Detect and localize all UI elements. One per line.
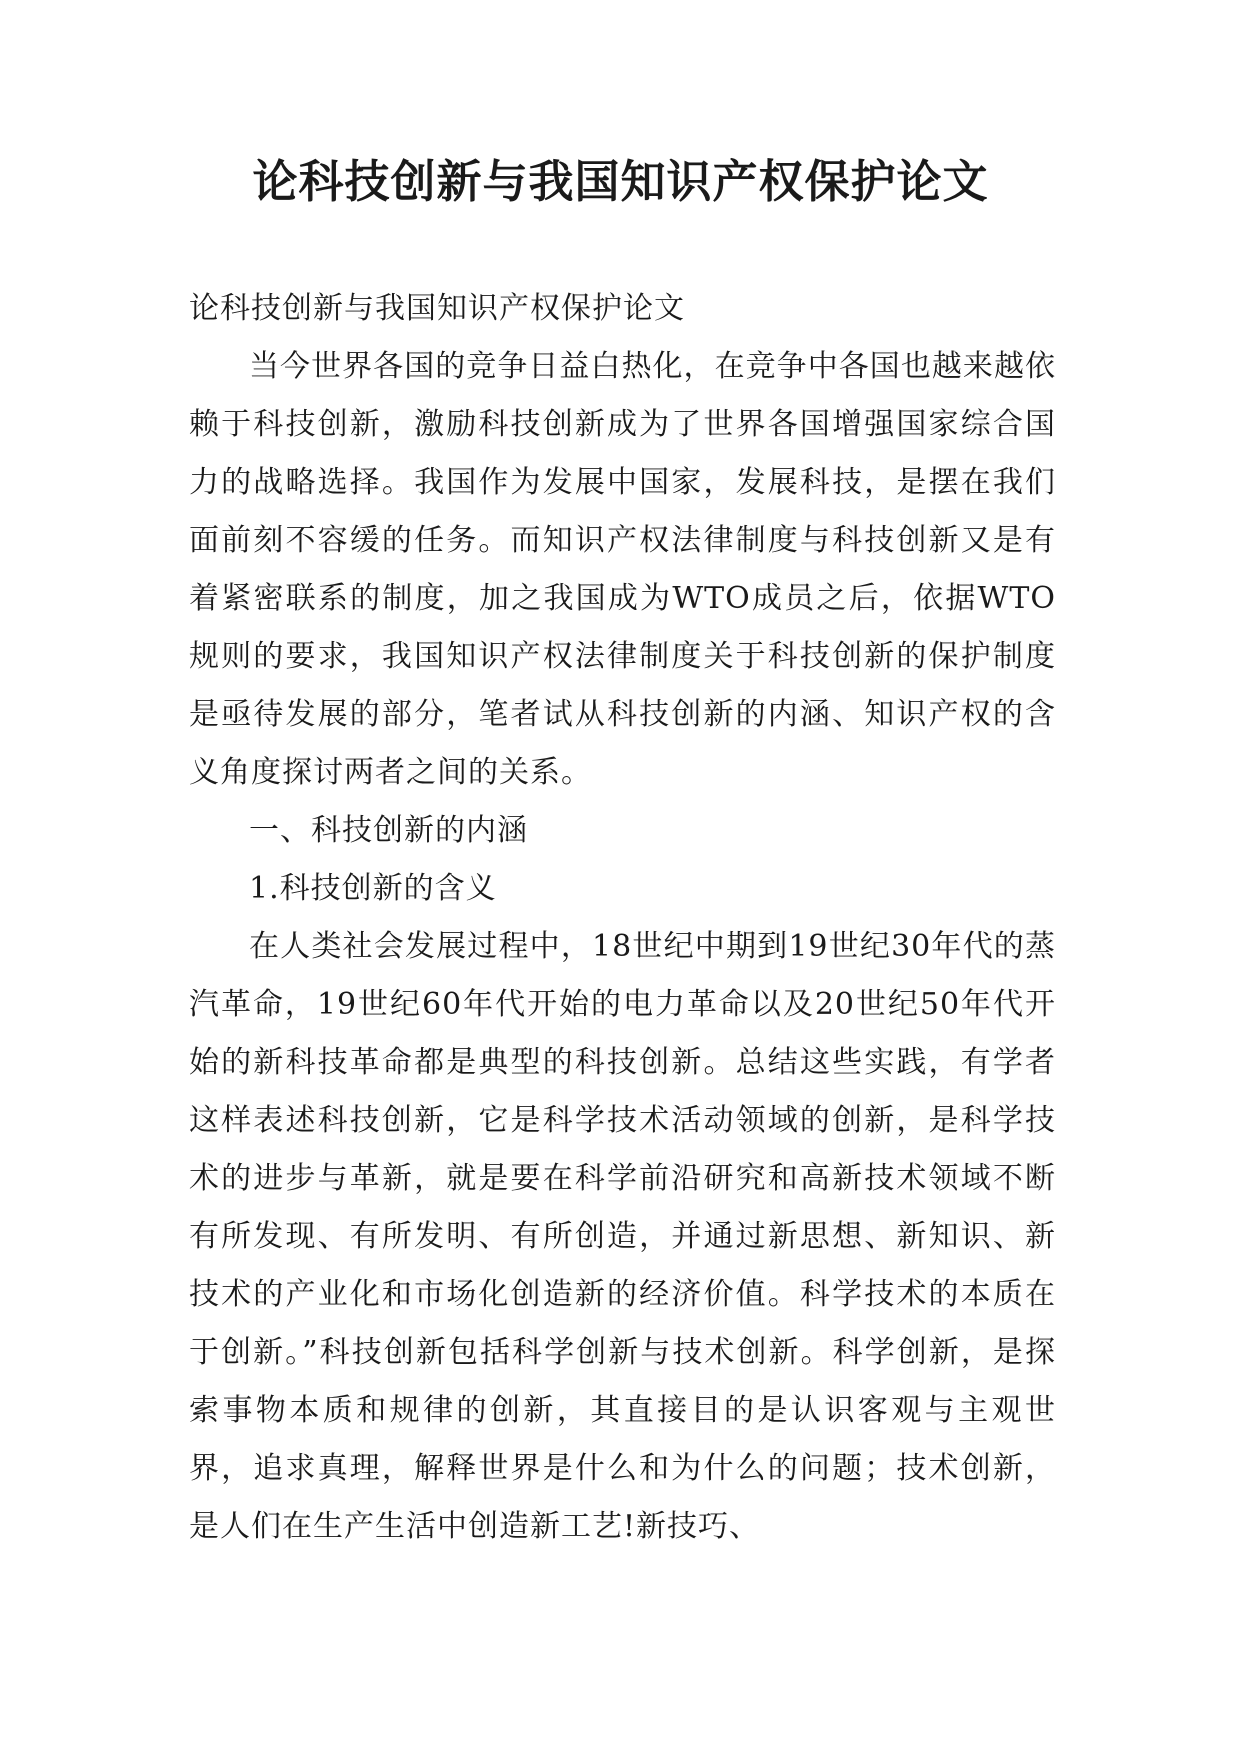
body-paragraph: 在人类社会发展过程中，18世纪中期到19世纪30年代的蒸汽革命，19世纪60年代开始的电力革命以及20世纪50年代开始的新科技革命都是典型的科技创新。总结这些实践，有学者这样表述科技创新，它是科学技术活动领域的创新，是科学技术的进步与革新，就是要在科学前沿研究和高新技术领域不断有所发现、有所发明、有所创造，并通过新思想、新知识、新技术的产业化和市场化创造新的经济价值。科学技术的本质在于创新。”科技创新包括科学创新与技术创新。科学创新，是探索事物本质和规律的创新，其直接目的是认识客观与主观世界，追求真理，解释世界是什么和为什么的问题；技术创新，是人们在生产生活中创造新工艺!新技巧、 bbox=[189, 929, 1056, 1544]
intro-paragraph: 当今世界各国的竞争日益白热化，在竞争中各国也越来越依赖于科技创新，激励科技创新成为了世界各国增强国家综合国力的战略选择。我国作为发展中国家，发展科技，是摆在我们面前刻不容缓的任务。而知识产权法律制度与科技创新又是有着紧密联系的制度，加之我国成为WTO成员之后，依据WTO规则的要求，我国知识产权法律制度关于科技创新的保护制度是亟待发展的部分，笔者试从科技创新的内涵、知识产权的含义角度探讨两者之间的关系。 bbox=[189, 349, 1056, 790]
document-body bbox=[189, 280, 1056, 1556]
document-title: 论科技创新与我国知识产权保护论文 bbox=[252, 155, 989, 208]
section-heading: 一、科技创新的内涵 bbox=[249, 813, 528, 848]
document-subtitle: 论科技创新与我国知识产权保护论文 bbox=[189, 291, 685, 326]
subsection-heading: 1.科技创新的含义 bbox=[249, 871, 497, 906]
